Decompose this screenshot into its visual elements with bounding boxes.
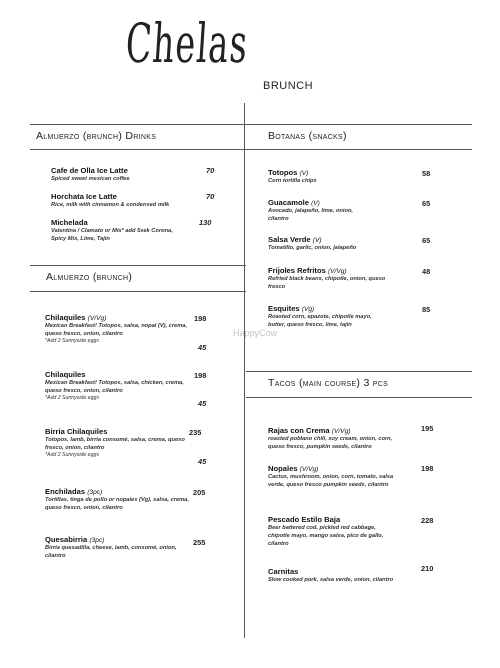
item-price: 235 bbox=[189, 428, 202, 437]
diet-tag: (V) bbox=[299, 170, 309, 177]
item-name: Horchata Ice Latte bbox=[51, 192, 117, 201]
watermark: HappyCow bbox=[233, 328, 278, 338]
addon-note: *Add 2 Sunnyside eggs bbox=[45, 338, 99, 344]
item-description: Valentina / Clamato or Mix* add 5sek Corona, Spicy Mix, Lime, Tajin bbox=[51, 228, 173, 242]
section-title-tacos: Tacos (main course) 3 pcs bbox=[268, 377, 389, 389]
addon-price: 45 bbox=[198, 343, 207, 352]
item-name: Pescado Estilo Baja bbox=[268, 515, 341, 524]
item-price: 70 bbox=[206, 192, 215, 201]
menu-item bbox=[51, 166, 201, 183]
item-price: 65 bbox=[422, 199, 431, 208]
menu-item bbox=[45, 427, 185, 458]
menu-item bbox=[268, 168, 398, 185]
item-price: 198 bbox=[194, 371, 207, 380]
item-description: Rice, milk with cinnamon & condensed milk bbox=[51, 202, 170, 208]
diet-tag: (V) bbox=[311, 200, 320, 207]
item-name: Carnitas bbox=[268, 567, 299, 576]
item-description: Birria quesadilla, cheese, lamb, consomé, onion, cilantro bbox=[45, 545, 177, 559]
divider bbox=[30, 265, 246, 266]
addon-note: *Add 2 Sunnyside eggs bbox=[45, 452, 99, 458]
item-description: Totopos, lamb, birria consomé, salsa, crema, queso fresco, onion, cilantro bbox=[45, 437, 185, 451]
menu-item bbox=[45, 535, 190, 560]
addon-price: 45 bbox=[198, 457, 207, 466]
item-name: Chilaquiles bbox=[45, 313, 86, 322]
item-description: Slow cooked pork, salsa verde, onion, cilantro bbox=[268, 577, 394, 583]
menu-item bbox=[268, 426, 408, 451]
item-price: 85 bbox=[422, 305, 431, 314]
item-description: Roasted corn, epazote, chipotle mayo, butter, queso fresco, lime, tajin bbox=[268, 314, 372, 328]
item-price: 228 bbox=[421, 516, 434, 525]
item-name: Cafe de Olla Ice Latte bbox=[51, 166, 128, 175]
menu-item bbox=[268, 464, 398, 489]
item-price: 205 bbox=[193, 488, 206, 497]
item-description: Cactus, mushroom, onion, corn, tomato, salsa verde, queso fresco pumpkin seeds, cilantro bbox=[268, 474, 394, 488]
item-price: 130 bbox=[199, 218, 212, 227]
item-name: Frijoles Refritos bbox=[268, 266, 326, 275]
section-title-drinks: Almuerzo (brunch) Drinks bbox=[36, 130, 157, 142]
divider bbox=[30, 149, 246, 150]
item-price: 65 bbox=[422, 236, 431, 245]
item-price: 210 bbox=[421, 564, 434, 573]
menu-item bbox=[51, 192, 201, 209]
portion-tag: (3pc) bbox=[89, 537, 105, 544]
item-name: Rajas con Crema bbox=[268, 426, 330, 435]
item-price: 48 bbox=[422, 267, 431, 276]
item-name: Totopos bbox=[268, 168, 298, 177]
divider bbox=[246, 124, 472, 125]
item-name: Guacamole bbox=[268, 198, 309, 207]
item-name: Salsa Verde bbox=[268, 235, 311, 244]
logo: Chelas bbox=[123, 12, 251, 75]
item-name: Quesabirria bbox=[45, 535, 88, 544]
item-description: roasted poblano chili, soy cream, onion, corn, queso fresco, pumpkin seeds, cilantro bbox=[268, 436, 393, 450]
menu-item bbox=[268, 304, 390, 329]
item-price: 58 bbox=[422, 169, 431, 178]
column-divider bbox=[244, 103, 245, 638]
item-description: Tortillas, tinga de pollo or nopales (Vg), salsa, crema, queso fresco, onion, cilantro bbox=[45, 497, 189, 511]
menu-item bbox=[45, 487, 190, 512]
menu-item bbox=[268, 235, 408, 252]
item-description: Corn tortilla chips bbox=[268, 178, 317, 184]
portion-tag: (3pc) bbox=[87, 489, 103, 496]
divider bbox=[246, 371, 472, 372]
item-description: Mexican Breakfast! Totopos, salsa, chicken, crema, queso fresco, onion, cilantro bbox=[45, 380, 184, 394]
page-title: BRUNCH bbox=[263, 80, 314, 92]
item-description: Refried black beans, chipotle, onion, queso fresco bbox=[268, 276, 386, 290]
diet-tag: (V/Vg) bbox=[87, 315, 107, 322]
section-title-snacks: Botanas (snacks) bbox=[268, 130, 347, 142]
divider bbox=[30, 124, 246, 125]
item-name: Chilaquiles bbox=[45, 370, 86, 379]
addon-price: 45 bbox=[198, 399, 207, 408]
item-description: Spiced sweet mexican coffee bbox=[51, 176, 130, 182]
menu-item bbox=[268, 567, 418, 584]
item-price: 195 bbox=[421, 424, 434, 433]
menu-item bbox=[51, 218, 189, 243]
item-price: 198 bbox=[194, 314, 207, 323]
section-title-brunch: Almuerzo (brunch) bbox=[46, 271, 133, 283]
item-price: 198 bbox=[421, 464, 434, 473]
addon-note: *Add 2 Sunnyside eggs bbox=[45, 395, 99, 401]
diet-tag: (V/Vg) bbox=[331, 428, 351, 435]
diet-tag: (V/Vg) bbox=[299, 466, 319, 473]
menu-item bbox=[45, 370, 195, 401]
menu-item bbox=[268, 198, 363, 223]
item-description: Tomatillo, garlic, onion, jalapeño bbox=[268, 245, 357, 251]
item-description: Mexican Breakfast! Totopos, salsa, nopal (V), crema, queso fresco, onion, cilantro bbox=[45, 323, 188, 337]
menu-item bbox=[268, 266, 386, 291]
divider bbox=[246, 149, 472, 150]
menu-item bbox=[45, 313, 195, 344]
diet-tag: (V) bbox=[312, 237, 322, 244]
item-price: 255 bbox=[193, 538, 206, 547]
divider bbox=[246, 397, 472, 398]
divider bbox=[30, 291, 246, 292]
item-price: 70 bbox=[206, 166, 215, 175]
item-description: Beer battered cod, pickled red cabbage, chipotle mayo, mango salsa, pico de gallo, cilantro bbox=[268, 525, 384, 547]
menu-item bbox=[268, 515, 398, 548]
item-name: Nopales bbox=[268, 464, 298, 473]
diet-tag: (V/Vg) bbox=[327, 268, 347, 275]
item-name: Birria Chilaquiles bbox=[45, 427, 108, 436]
item-name: Enchiladas bbox=[45, 487, 86, 496]
item-name: Esquites bbox=[268, 304, 300, 313]
item-description: Avocado, jalapeño, lime, onion, cilantro bbox=[268, 208, 354, 222]
item-name: Michelada bbox=[51, 218, 88, 227]
diet-tag: (Vg) bbox=[301, 306, 315, 313]
